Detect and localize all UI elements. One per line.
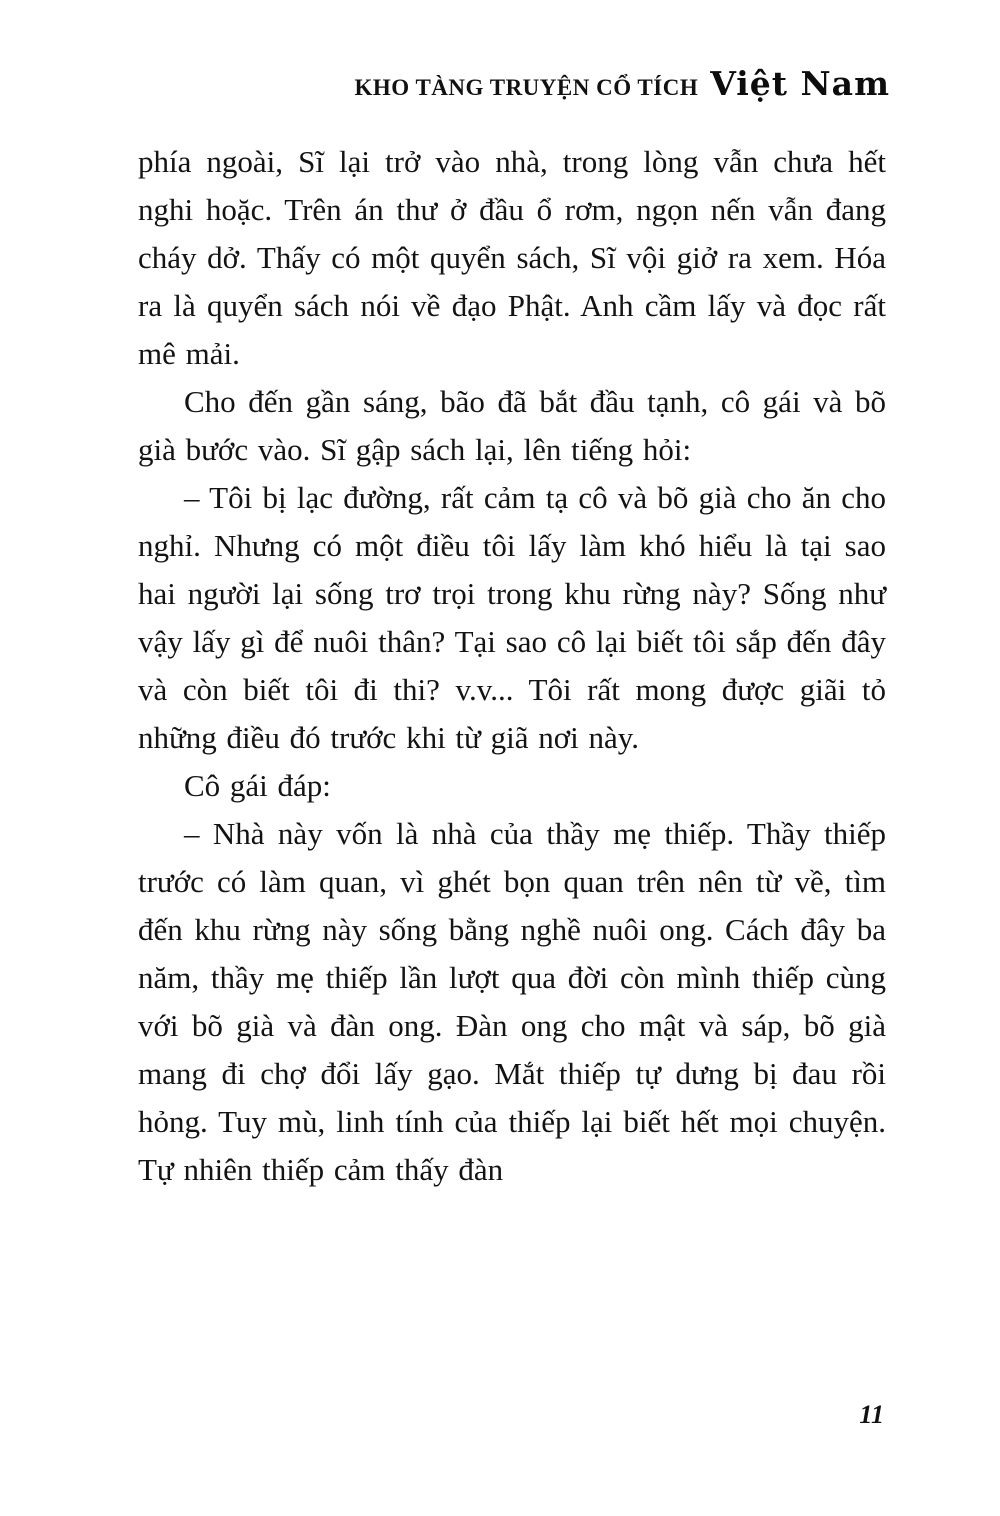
running-header — [354, 64, 890, 103]
series-title: KHO TÀNG TRUYỆN CỔ TÍCH — [354, 75, 699, 100]
series-title-suffix: Việt Nam — [710, 64, 890, 103]
paragraph: phía ngoài, Sĩ lại trở vào nhà, trong lòng vẫn chưa hết nghi hoặc. Trên án thư ở đầu ổ rơm, ngọn nến vẫn đang cháy dở. Thấy có một quyển sách, Sĩ vội giở ra xem. Hóa ra là quyển sách nói về đạo Phật. Anh cầm lấy và đọc rất mê mải. — [138, 144, 886, 371]
page-number: 11 — [859, 1400, 884, 1429]
body-text — [138, 138, 886, 1194]
paragraph: Cô gái đáp: — [184, 768, 331, 803]
paragraph: – Tôi bị lạc đường, rất cảm tạ cô và bõ già cho ăn cho nghỉ. Nhưng có một điều tôi lấy làm khó hiểu là tại sao hai người lại sống trơ trọi trong khu rừng này? Sống như vậy lấy gì để nuôi thân? Tại sao cô lại biết tôi sắp đến đây và còn biết tôi đi thi? v.v... Tôi rất mong được giãi tỏ những điều đó trước khi từ giã nơi này. — [138, 480, 886, 755]
paragraph: – Nhà này vốn là nhà của thầy mẹ thiếp. Thầy thiếp trước có làm quan, vì ghét bọn quan trên nên từ về, tìm đến khu rừng này sống bằng nghề nuôi ong. Cách đây ba năm, thầy mẹ thiếp lần lượt qua đời còn mình thiếp cùng với bõ già và đàn ong. Đàn ong cho mật và sáp, bõ già mang đi chợ đổi lấy gạo. Mắt thiếp tự dưng bị đau rồi hỏng. Tuy mù, linh tính của thiếp lại biết hết mọi chuyện. Tự nhiên thiếp cảm thấy đàn — [138, 816, 886, 1187]
paragraph: Cho đến gần sáng, bão đã bắt đầu tạnh, cô gái và bõ già bước vào. Sĩ gập sách lại, lên tiếng hỏi: — [138, 384, 886, 467]
